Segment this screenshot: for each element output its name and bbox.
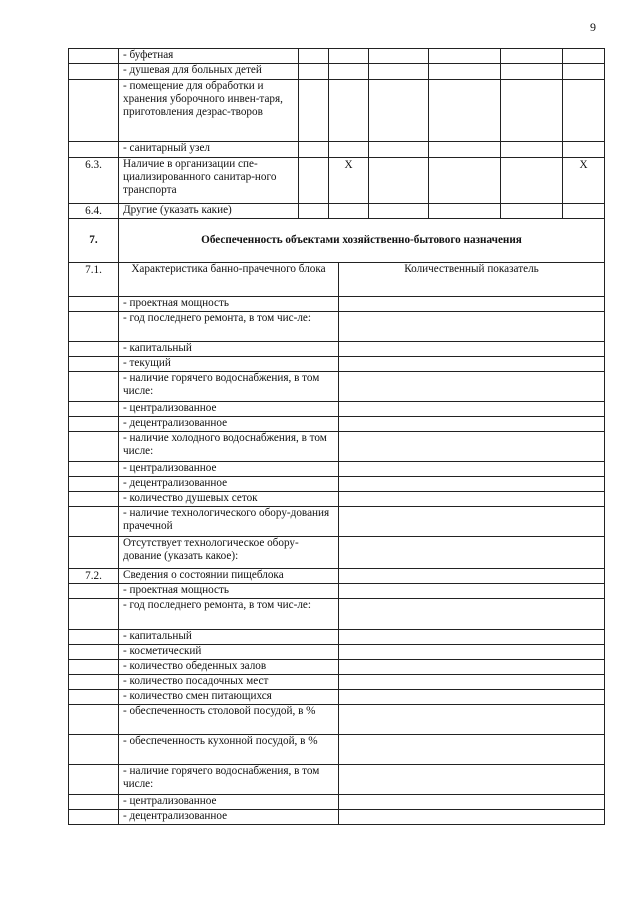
value-cell: [339, 675, 605, 690]
row-label: - децентрализованное: [119, 477, 339, 492]
table-row: [69, 630, 605, 645]
row-number: [69, 372, 119, 402]
value-cell: [339, 735, 605, 765]
table-row: [69, 735, 605, 765]
table-row: [69, 312, 605, 342]
row-number: [69, 432, 119, 462]
mark-cell: [329, 64, 369, 80]
row-number: [69, 297, 119, 312]
mark-cell: [563, 80, 605, 142]
value-cell: [339, 342, 605, 357]
mark-cell: [369, 80, 429, 142]
mark-cell: [299, 80, 329, 142]
mark-cell: [501, 49, 563, 64]
row-number: [69, 537, 119, 569]
value-cell: [339, 795, 605, 810]
row-number: 6.4.: [69, 204, 119, 219]
section-header-row: [69, 219, 605, 263]
row-label: - косметический: [119, 645, 339, 660]
row-label: - количество смен питающихся: [119, 690, 339, 705]
row-label: - централизованное: [119, 795, 339, 810]
page-number: 9: [590, 20, 596, 34]
row-number: [69, 599, 119, 630]
mark-cell: [369, 142, 429, 158]
mark-cell: [429, 64, 501, 80]
row-label: Характеристика банно-прачечного блока: [119, 263, 339, 297]
row-number: 6.3.: [69, 158, 119, 204]
row-number: [69, 357, 119, 372]
mark-cell: [369, 158, 429, 204]
value-cell: [339, 357, 605, 372]
value-cell: [339, 765, 605, 795]
table-row: [69, 142, 605, 158]
row-number: [69, 477, 119, 492]
table-row: [69, 645, 605, 660]
value-cell: [339, 569, 605, 584]
row-number: [69, 64, 119, 80]
value-cell: [339, 690, 605, 705]
row-label: - обеспеченность кухонной посудой, в %: [119, 735, 339, 765]
table-row: [69, 49, 605, 64]
value-cell: [339, 584, 605, 599]
mark-cell: [369, 64, 429, 80]
mark-cell: [563, 49, 605, 64]
row-label: Другие (указать какие): [119, 204, 299, 219]
mark-cell: [329, 80, 369, 142]
table-row: [69, 537, 605, 569]
table-row: [69, 795, 605, 810]
table-row: [69, 599, 605, 630]
mark-cell: [429, 80, 501, 142]
row-label: - обеспеченность столовой посудой, в %: [119, 705, 339, 735]
row-label: - количество душевых сеток: [119, 492, 339, 507]
table-row: [69, 477, 605, 492]
row-label: - год последнего ремонта, в том чис-ле:: [119, 312, 339, 342]
mark-cell: [429, 49, 501, 64]
mark-cell: [501, 80, 563, 142]
table-row: [69, 432, 605, 462]
value-cell: [339, 537, 605, 569]
table-row: [69, 158, 605, 204]
row-label: - наличие горячего водоснабжения, в том числе:: [119, 372, 339, 402]
value-cell: [339, 810, 605, 825]
table-row: [69, 357, 605, 372]
value-cell: [339, 492, 605, 507]
row-number: [69, 660, 119, 675]
row-label: - централизованное: [119, 462, 339, 477]
row-number: [69, 795, 119, 810]
table-row: [69, 64, 605, 80]
household-table: [68, 262, 605, 825]
value-cell: [339, 705, 605, 735]
row-label: Отсутствует технологическое обору-дование (указать какое):: [119, 537, 339, 569]
table-row: [69, 810, 605, 825]
value-cell: [339, 312, 605, 342]
table-row: [69, 675, 605, 690]
facilities-table: [68, 48, 605, 219]
section-number: 7.: [69, 219, 119, 263]
table-row: [69, 402, 605, 417]
row-number: [69, 507, 119, 537]
mark-cell: [299, 49, 329, 64]
value-cell: [339, 507, 605, 537]
row-label: - капитальный: [119, 630, 339, 645]
mark-cell: [369, 204, 429, 219]
mark-cell: [299, 64, 329, 80]
row-label: - санитарный узел: [119, 142, 299, 158]
table-row: [69, 765, 605, 795]
table-row: [69, 584, 605, 599]
row-label: - проектная мощность: [119, 584, 339, 599]
row-label: - количество посадочных мест: [119, 675, 339, 690]
mark-cell: X: [329, 158, 369, 204]
mark-cell: [501, 204, 563, 219]
value-cell: [339, 645, 605, 660]
mark-cell: [299, 142, 329, 158]
table-row: [69, 705, 605, 735]
value-cell: [339, 630, 605, 645]
row-label: - проектная мощность: [119, 297, 339, 312]
row-label: - наличие горячего водоснабжения, в том числе:: [119, 765, 339, 795]
row-label: - децентрализованное: [119, 810, 339, 825]
row-number: [69, 342, 119, 357]
value-cell: [339, 462, 605, 477]
row-number: [69, 584, 119, 599]
value-cell: [339, 660, 605, 675]
table-row: [69, 372, 605, 402]
value-cell: [339, 599, 605, 630]
value-cell: [339, 432, 605, 462]
row-label: - наличие технологического обору-дования прачечной: [119, 507, 339, 537]
row-label: - текущий: [119, 357, 339, 372]
mark-cell: [329, 49, 369, 64]
mark-cell: [429, 204, 501, 219]
row-number: [69, 312, 119, 342]
row-number: [69, 49, 119, 64]
mark-cell: [429, 158, 501, 204]
row-label: - капитальный: [119, 342, 339, 357]
mark-cell: X: [563, 158, 605, 204]
row-label: - буфетная: [119, 49, 299, 64]
table-row: [69, 204, 605, 219]
mark-cell: [563, 204, 605, 219]
mark-cell: [299, 158, 329, 204]
row-label: Наличие в организации спе-циализированного санитар-ного транспорта: [119, 158, 299, 204]
mark-cell: [563, 142, 605, 158]
row-number: [69, 645, 119, 660]
value-cell: [339, 477, 605, 492]
value-cell: [339, 297, 605, 312]
table-row: [69, 80, 605, 142]
row-number: [69, 690, 119, 705]
table-row: [69, 342, 605, 357]
row-number: [69, 80, 119, 142]
table-row: [69, 660, 605, 675]
table-row: [69, 417, 605, 432]
row-label: - централизованное: [119, 402, 339, 417]
mark-cell: [299, 204, 329, 219]
row-number: [69, 765, 119, 795]
mark-cell: [501, 64, 563, 80]
row-label: - помещение для обработки и хранения уборочного инвен-таря, приготовления дезрас-творов: [119, 80, 299, 142]
row-number: [69, 810, 119, 825]
table-row: [69, 690, 605, 705]
row-number: [69, 142, 119, 158]
value-cell: Количественный показатель: [339, 263, 605, 297]
row-label: - количество обеденных залов: [119, 660, 339, 675]
row-label: Сведения о состоянии пищеблока: [119, 569, 339, 584]
row-number: [69, 492, 119, 507]
table-row: [69, 263, 605, 297]
value-cell: [339, 402, 605, 417]
row-label: - децентрализованное: [119, 417, 339, 432]
row-number: [69, 735, 119, 765]
value-cell: [339, 372, 605, 402]
row-number: [69, 675, 119, 690]
mark-cell: [329, 204, 369, 219]
row-label: - год последнего ремонта, в том чис-ле:: [119, 599, 339, 630]
table-row: [69, 507, 605, 537]
section-title: Обеспеченность объектами хозяйственно-бытового назначения: [119, 219, 605, 263]
table-row: [69, 492, 605, 507]
table-row: [69, 297, 605, 312]
row-label: - наличие холодного водоснабжения, в том числе:: [119, 432, 339, 462]
mark-cell: [429, 142, 501, 158]
mark-cell: [501, 142, 563, 158]
value-cell: [339, 417, 605, 432]
table-row: [69, 462, 605, 477]
row-number: [69, 462, 119, 477]
table-row: [69, 569, 605, 584]
section-header-table: [68, 218, 605, 263]
mark-cell: [369, 49, 429, 64]
row-number: [69, 705, 119, 735]
row-number: [69, 630, 119, 645]
row-number: [69, 417, 119, 432]
mark-cell: [501, 158, 563, 204]
row-number: 7.2.: [69, 569, 119, 584]
row-number: [69, 402, 119, 417]
mark-cell: [563, 64, 605, 80]
row-number: 7.1.: [69, 263, 119, 297]
row-label: - душевая для больных детей: [119, 64, 299, 80]
mark-cell: [329, 142, 369, 158]
